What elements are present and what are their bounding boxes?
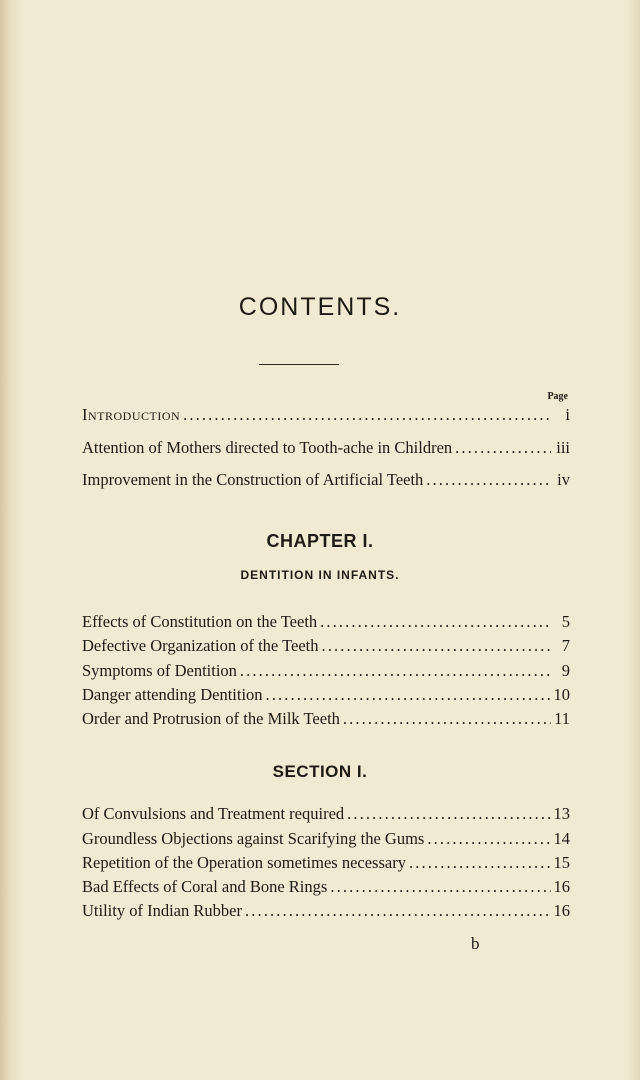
toc-entry-page: 14 <box>553 829 570 848</box>
toc-entry-label: Effects of Constitution on the Teeth <box>82 612 318 631</box>
dot-leader <box>409 852 551 874</box>
dot-leader <box>347 803 550 825</box>
toc-entry-label: Symptoms of Dentition <box>82 661 237 680</box>
toc-entry <box>82 900 570 922</box>
toc-entry <box>82 876 570 898</box>
dot-leader <box>183 404 551 426</box>
dot-leader <box>321 635 551 657</box>
toc-entry-page: iv <box>557 470 570 489</box>
chapter-subheading: DENTITION IN INFANTS. <box>240 568 400 582</box>
toc-entry-label: Repetition of the Operation sometimes necessary <box>82 853 406 872</box>
toc-entry-page: 5 <box>561 612 570 631</box>
toc-entry-label: Bad Effects of Coral and Bone Rings <box>82 877 328 896</box>
toc-entry-page: 13 <box>553 804 570 823</box>
toc-entry <box>82 708 570 730</box>
dot-leader <box>343 708 551 730</box>
toc-entry <box>82 611 570 633</box>
toc-entry <box>82 828 570 850</box>
chapter-heading: CHAPTER I. <box>266 531 374 551</box>
toc-entry <box>82 635 570 657</box>
toc-entry <box>82 852 570 874</box>
toc-entry-page: 7 <box>561 636 570 655</box>
toc-entry-label: Defective Organization of the Teeth <box>82 636 319 655</box>
toc-entry-label: Utility of Indian Rubber <box>82 901 242 920</box>
toc-entry-page: 10 <box>553 685 570 704</box>
toc-entry-label: Danger attending Dentition <box>82 685 263 704</box>
toc-entry-page: 11 <box>554 709 570 728</box>
contents-title: CONTENTS. <box>238 293 402 321</box>
toc-entry-page: 16 <box>553 901 570 920</box>
toc-entry-page: 16 <box>553 877 570 896</box>
title-rule <box>259 364 339 365</box>
toc-entry-page: i <box>565 405 570 424</box>
toc-entry <box>82 437 570 459</box>
dot-leader <box>455 437 551 459</box>
toc-entry-label: Of Convulsions and Treatment required <box>82 804 345 823</box>
toc-entry-page: 15 <box>553 853 570 872</box>
dot-leader <box>427 828 550 850</box>
dot-leader <box>320 611 551 633</box>
toc-entry <box>82 469 570 491</box>
toc-entry <box>82 660 570 682</box>
dot-leader <box>245 900 551 922</box>
toc-entry-label: Improvement in the Construction of Artificial Teeth <box>82 470 424 489</box>
toc-entry-label: Attention of Mothers directed to Tooth-ache in Children <box>82 438 453 457</box>
toc-entry <box>82 684 570 706</box>
toc-entry-page: 9 <box>561 661 570 680</box>
toc-entry-introduction <box>82 404 570 426</box>
toc-entry-page: iii <box>556 438 570 457</box>
section-heading: SECTION I. <box>272 762 368 781</box>
toc-entry-label: Groundless Objections against Scarifying the Gums <box>82 829 425 848</box>
dot-leader <box>330 876 550 898</box>
dot-leader <box>240 660 551 682</box>
toc-entry <box>82 803 570 825</box>
dot-leader <box>426 469 551 491</box>
dot-leader <box>266 684 551 706</box>
signature-mark: b <box>471 934 480 953</box>
page-column-label: Page <box>547 391 568 402</box>
toc-entry-label: Order and Protrusion of the Milk Teeth <box>82 709 340 728</box>
toc-entry-label: Introduction <box>82 405 181 424</box>
